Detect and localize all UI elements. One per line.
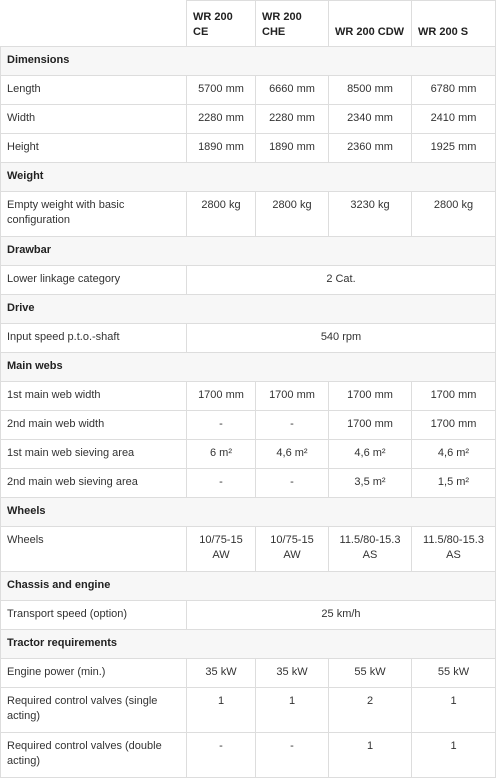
- row-label: Input speed p.t.o.-shaft: [1, 324, 187, 353]
- table-row: [1, 76, 496, 105]
- cell-value: 6660 mm: [256, 76, 329, 105]
- row-label: Width: [1, 105, 187, 134]
- cell-value: -: [187, 733, 256, 778]
- cell-value: -: [256, 733, 329, 778]
- cell-value: -: [187, 411, 256, 440]
- cell-value: 6780 mm: [412, 76, 496, 105]
- table-row: [1, 266, 496, 295]
- cell-value: 2800 kg: [256, 192, 329, 237]
- column-header: WR 200 CHE: [256, 1, 329, 47]
- cell-value: 2360 mm: [329, 134, 412, 163]
- cell-value: 2800 kg: [187, 192, 256, 237]
- table-row: [1, 601, 496, 630]
- cell-value: 2800 kg: [412, 192, 496, 237]
- cell-value: 35 kW: [256, 659, 329, 688]
- table-row: [1, 733, 496, 778]
- cell-value: 55 kW: [329, 659, 412, 688]
- section-title: Drawbar: [1, 237, 496, 266]
- row-label: Height: [1, 134, 187, 163]
- cell-value: -: [256, 469, 329, 498]
- cell-value: 35 kW: [187, 659, 256, 688]
- row-label: 1st main web width: [1, 382, 187, 411]
- section-title: Chassis and engine: [1, 572, 496, 601]
- cell-value: 1: [329, 733, 412, 778]
- cell-value: 2280 mm: [256, 105, 329, 134]
- section-title: Wheels: [1, 498, 496, 527]
- section-title: Tractor requirements: [1, 630, 496, 659]
- cell-value: 2280 mm: [187, 105, 256, 134]
- cell-value: 10/75-15 AW: [256, 527, 329, 572]
- cell-value: 1890 mm: [187, 134, 256, 163]
- row-label: 1st main web sieving area: [1, 440, 187, 469]
- section-title: Main webs: [1, 353, 496, 382]
- cell-value: 1700 mm: [412, 411, 496, 440]
- cell-value: 1700 mm: [412, 382, 496, 411]
- row-label: 2nd main web width: [1, 411, 187, 440]
- cell-value: 6 m²: [187, 440, 256, 469]
- table-row: [1, 324, 496, 353]
- cell-value-merged: 540 rpm: [187, 324, 496, 353]
- row-label: 2nd main web sieving area: [1, 469, 187, 498]
- cell-value: 1700 mm: [256, 382, 329, 411]
- table-row: [1, 527, 496, 572]
- cell-value: 1,5 m²: [412, 469, 496, 498]
- cell-value: 1: [412, 688, 496, 733]
- column-header: WR 200 CDW: [329, 1, 412, 47]
- section-title: Dimensions: [1, 47, 496, 76]
- cell-value: 4,6 m²: [256, 440, 329, 469]
- header-corner: [1, 1, 187, 47]
- cell-value: 3230 kg: [329, 192, 412, 237]
- section-title: Weight: [1, 163, 496, 192]
- cell-value: 2410 mm: [412, 105, 496, 134]
- row-label: Transport speed (option): [1, 601, 187, 630]
- cell-value: 11.5/80-15.3 AS: [412, 527, 496, 572]
- section-title: Drive: [1, 295, 496, 324]
- column-header: WR 200 CE: [187, 1, 256, 47]
- header-row: [1, 1, 496, 47]
- row-label: Length: [1, 76, 187, 105]
- table-row: [1, 659, 496, 688]
- cell-value: 1925 mm: [412, 134, 496, 163]
- cell-value: 2340 mm: [329, 105, 412, 134]
- cell-value: 11.5/80-15.3 AS: [329, 527, 412, 572]
- column-header: WR 200 S: [412, 1, 496, 47]
- cell-value: 10/75-15 AW: [187, 527, 256, 572]
- row-label: Lower linkage category: [1, 266, 187, 295]
- cell-value: 8500 mm: [329, 76, 412, 105]
- row-label: Required control valves (single acting): [1, 688, 187, 733]
- cell-value: 1700 mm: [329, 411, 412, 440]
- cell-value: 1890 mm: [256, 134, 329, 163]
- cell-value: -: [187, 469, 256, 498]
- cell-value: 55 kW: [412, 659, 496, 688]
- table-row: [1, 192, 496, 237]
- table-row: [1, 688, 496, 733]
- cell-value: 5700 mm: [187, 76, 256, 105]
- cell-value-merged: 2 Cat.: [187, 266, 496, 295]
- table-row: [1, 134, 496, 163]
- cell-value: 4,6 m²: [412, 440, 496, 469]
- cell-value: 1700 mm: [187, 382, 256, 411]
- cell-value: 1: [256, 688, 329, 733]
- row-label: Required control valves (double acting): [1, 733, 187, 778]
- cell-value: 1: [187, 688, 256, 733]
- cell-value: 1: [412, 733, 496, 778]
- table-row: [1, 382, 496, 411]
- table-row: [1, 469, 496, 498]
- table-row: [1, 440, 496, 469]
- cell-value: 4,6 m²: [329, 440, 412, 469]
- cell-value: 3,5 m²: [329, 469, 412, 498]
- cell-value: 1700 mm: [329, 382, 412, 411]
- row-label: Empty weight with basic configuration: [1, 192, 187, 237]
- row-label: Engine power (min.): [1, 659, 187, 688]
- cell-value: -: [256, 411, 329, 440]
- row-label: Wheels: [1, 527, 187, 572]
- table-row: [1, 105, 496, 134]
- table-row: [1, 411, 496, 440]
- cell-value: 2: [329, 688, 412, 733]
- cell-value-merged: 25 km/h: [187, 601, 496, 630]
